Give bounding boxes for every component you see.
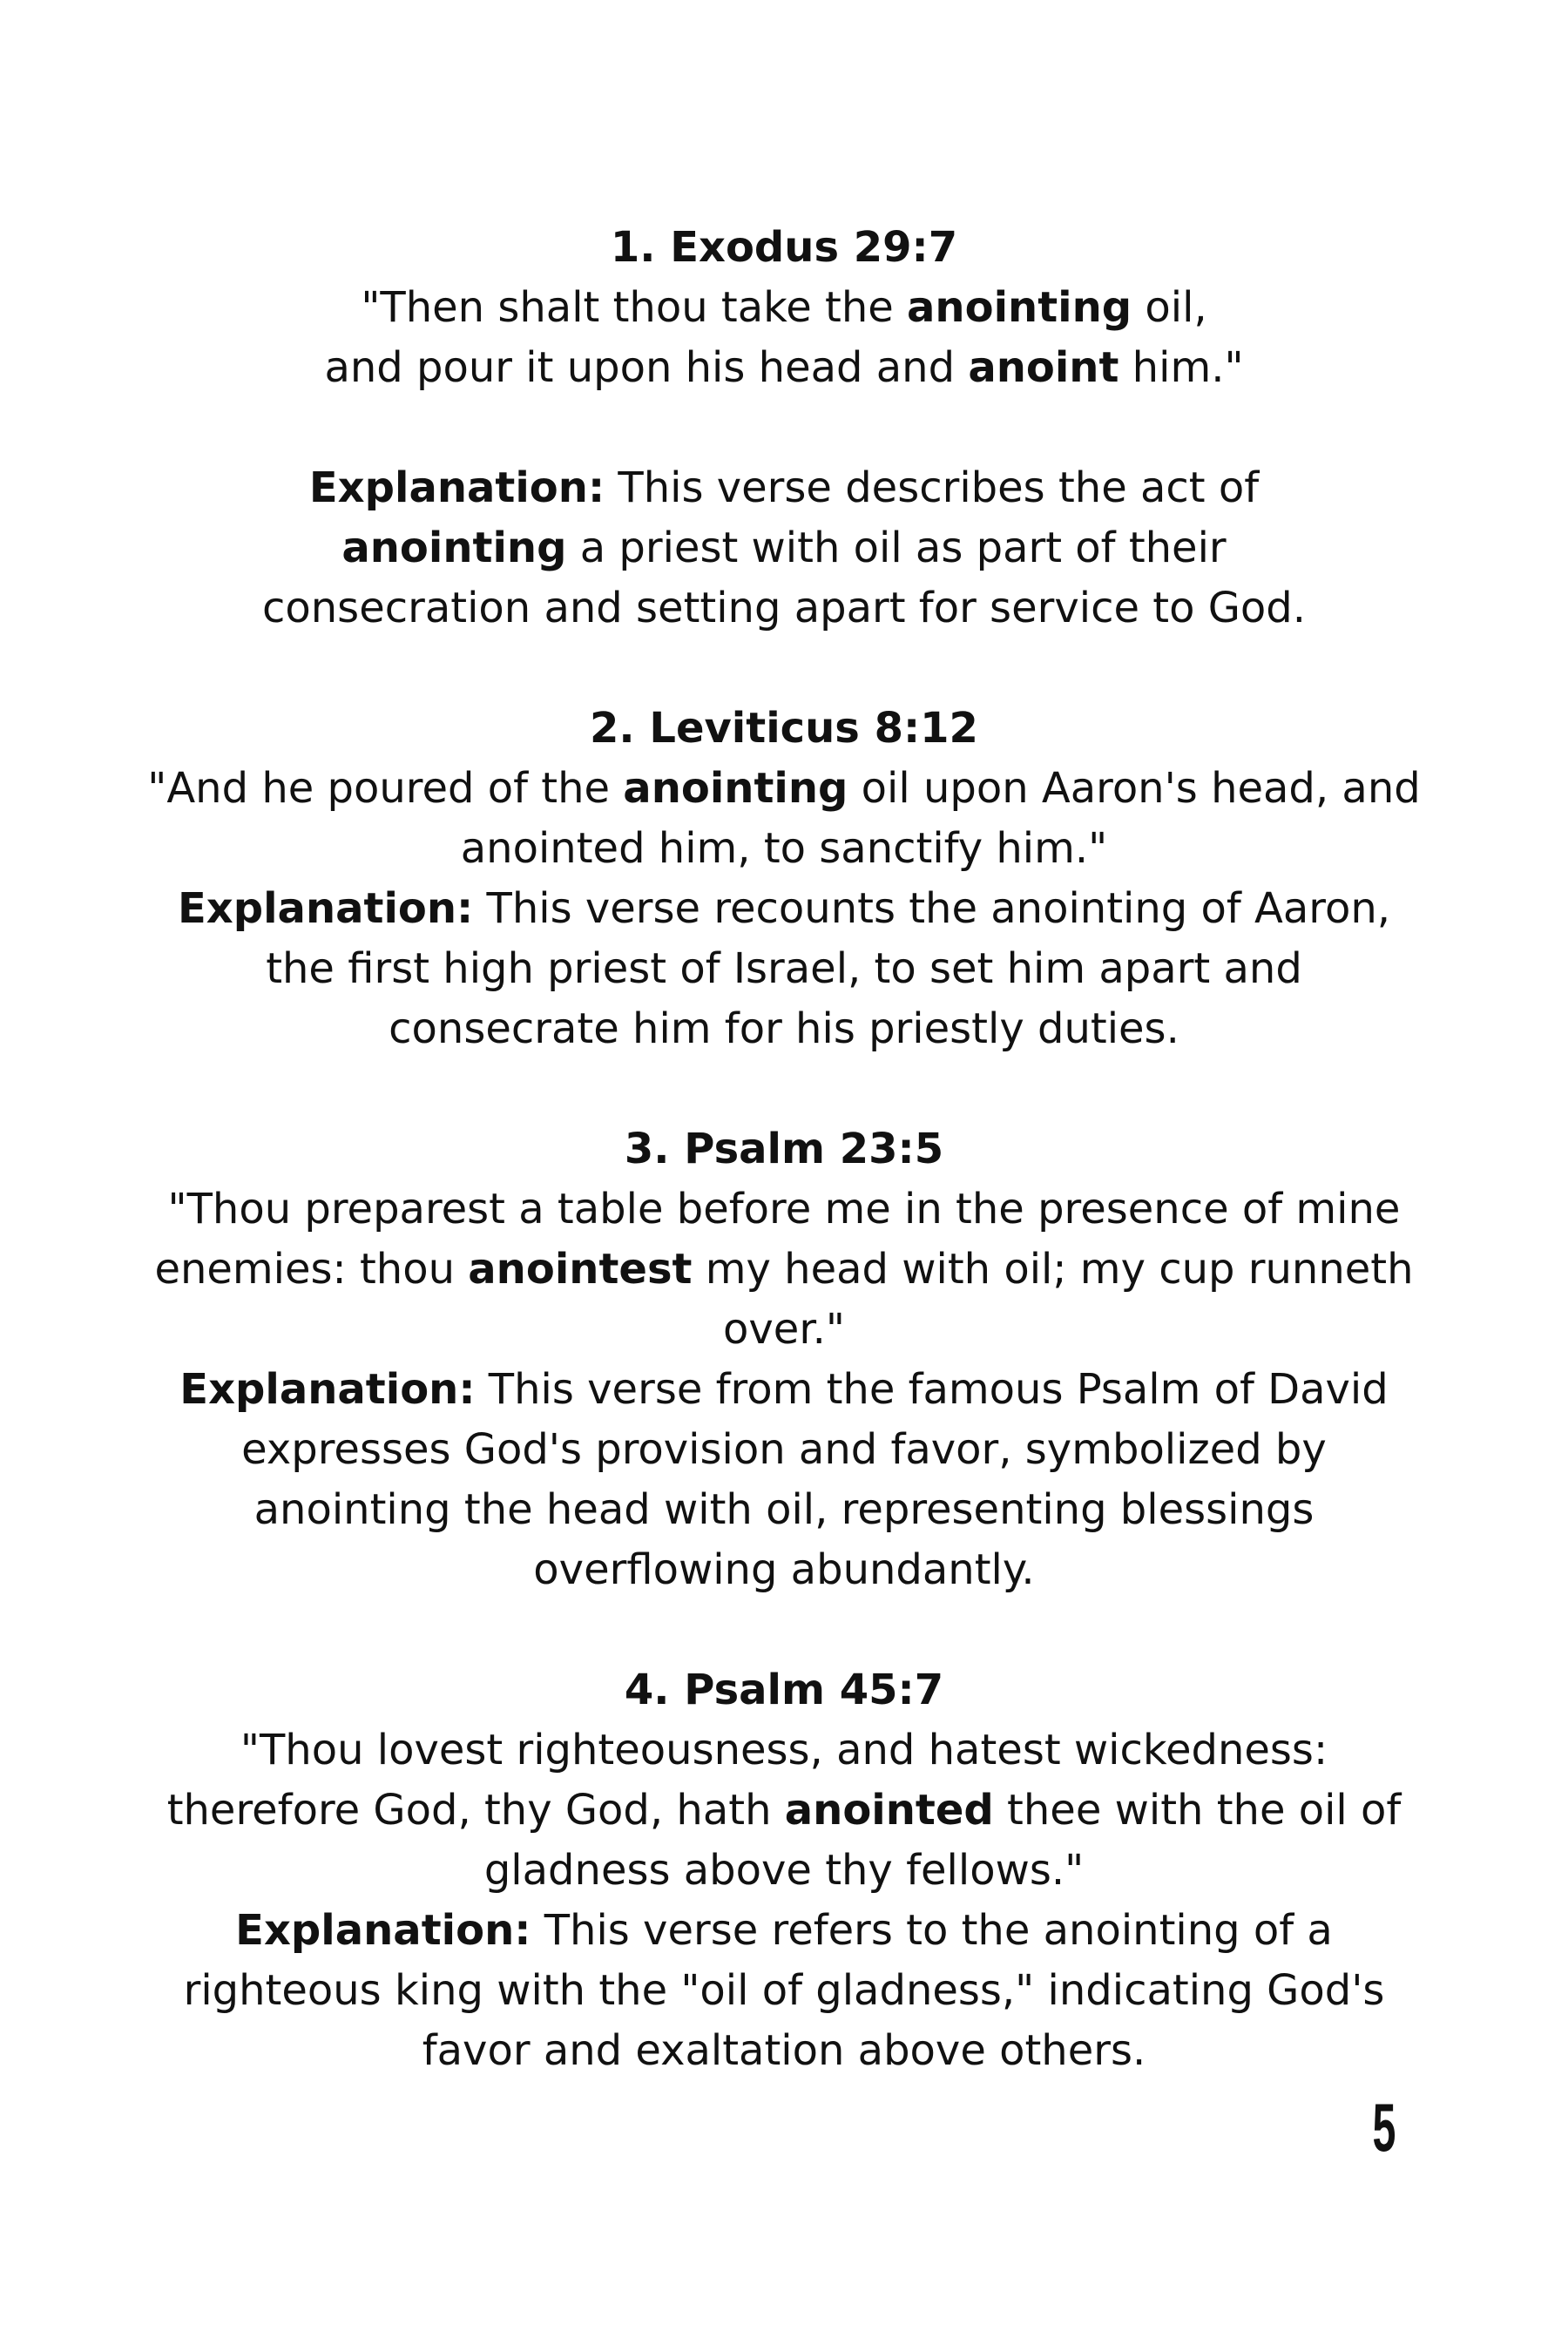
explanation-label: Explanation: — [235, 1906, 531, 1955]
text-span: This verse recounts the anointing of Aaron, — [473, 884, 1391, 933]
text-span: consecration and setting apart for service to God. — [262, 584, 1306, 632]
text-span: therefore God, thy God, hath — [166, 1786, 785, 1835]
text-line — [131, 999, 1437, 1059]
text-line — [131, 1781, 1437, 1841]
explanation-label: Explanation: — [177, 884, 474, 933]
text-line — [131, 1841, 1437, 1901]
text-line — [131, 1961, 1437, 2021]
text-line — [131, 879, 1437, 939]
text-line — [131, 1540, 1437, 1600]
text-span: righteous king with the "oil of gladness," indicating God's — [183, 1966, 1385, 2015]
text-span: This verse from the famous Psalm of David — [475, 1365, 1389, 1414]
verse-text — [131, 278, 1437, 398]
text-span: oil upon Aaron's head, and — [848, 764, 1421, 813]
text-span: "And he poured of the — [147, 764, 624, 813]
explanation-label: Explanation: — [308, 463, 605, 512]
text-span: overflowing abundantly. — [533, 1545, 1035, 1594]
verse-text — [131, 1179, 1437, 1360]
text-line — [131, 1300, 1437, 1360]
verse-entry-3 — [131, 1119, 1437, 1600]
text-line — [131, 1179, 1437, 1240]
text-span: "Thou preparest a table before me in the presence of mine — [167, 1185, 1401, 1233]
page-body — [131, 218, 1437, 2081]
text-span: him." — [1119, 343, 1244, 392]
text-span: This verse refers to the anointing of a — [531, 1906, 1333, 1955]
text-span: anointed him, to sanctify him." — [460, 824, 1108, 873]
text-line — [131, 819, 1437, 879]
text-line — [131, 1480, 1437, 1540]
text-span: gladness above thy fellows." — [483, 1846, 1085, 1895]
text-line — [131, 278, 1437, 338]
text-line — [131, 1720, 1437, 1781]
verse-text — [131, 759, 1437, 879]
text-span: the first high priest of Israel, to set him apart and — [266, 944, 1302, 993]
verse-heading: 2. Leviticus 8:12 — [590, 704, 978, 753]
text-line — [131, 759, 1437, 819]
text-span: "Then shalt thou take the — [361, 283, 908, 332]
text-span: This verse describes the act of — [605, 463, 1260, 512]
text-span: my head with oil; my cup runneth — [692, 1245, 1414, 1294]
text-line — [131, 338, 1437, 398]
emphasis-span: anointed — [784, 1786, 994, 1835]
explanation-text — [131, 1360, 1437, 1600]
explanation-label: Explanation: — [179, 1365, 476, 1414]
page-number: 5 — [1372, 2089, 1396, 2166]
emphasis-span: anointing — [341, 524, 567, 572]
text-line — [131, 1360, 1437, 1420]
explanation-text — [131, 1901, 1437, 2081]
text-span: enemies: thou — [154, 1245, 469, 1294]
explanation-text — [131, 458, 1437, 639]
emphasis-span: anointing — [907, 283, 1132, 332]
blank-line — [131, 398, 1437, 458]
text-span: and pour it upon his head and — [324, 343, 969, 392]
verse-heading: 3. Psalm 23:5 — [624, 1125, 944, 1173]
text-span: consecrate him for his priestly duties. — [389, 1004, 1179, 1053]
emphasis-span: anointest — [468, 1245, 693, 1294]
verse-heading: 4. Psalm 45:7 — [624, 1666, 944, 1714]
verse-text — [131, 1720, 1437, 1901]
text-line — [131, 939, 1437, 999]
text-line — [131, 1901, 1437, 1961]
text-line — [131, 578, 1437, 639]
emphasis-span: anoint — [968, 343, 1119, 392]
verse-heading: 1. Exodus 29:7 — [610, 223, 958, 272]
text-line — [131, 458, 1437, 518]
text-line — [131, 1420, 1437, 1480]
text-line — [131, 518, 1437, 578]
text-span: expresses God's provision and favor, symbolized by — [241, 1425, 1327, 1474]
text-span: favor and exaltation above others. — [422, 2026, 1146, 2075]
text-span: a priest with oil as part of their — [566, 524, 1227, 572]
text-span: over." — [723, 1305, 845, 1354]
text-line — [131, 2021, 1437, 2081]
text-span: thee with the oil of — [993, 1786, 1402, 1835]
verse-entry-1 — [131, 218, 1437, 639]
text-span: oil, — [1132, 283, 1207, 332]
text-span: anointing the head with oil, representing blessings — [253, 1485, 1315, 1534]
verse-entry-2 — [131, 699, 1437, 1059]
text-span: "Thou lovest righteousness, and hatest wickedness: — [240, 1726, 1328, 1774]
text-line — [131, 1240, 1437, 1300]
explanation-text — [131, 879, 1437, 1059]
emphasis-span: anointing — [623, 764, 848, 813]
verse-entry-4 — [131, 1660, 1437, 2081]
